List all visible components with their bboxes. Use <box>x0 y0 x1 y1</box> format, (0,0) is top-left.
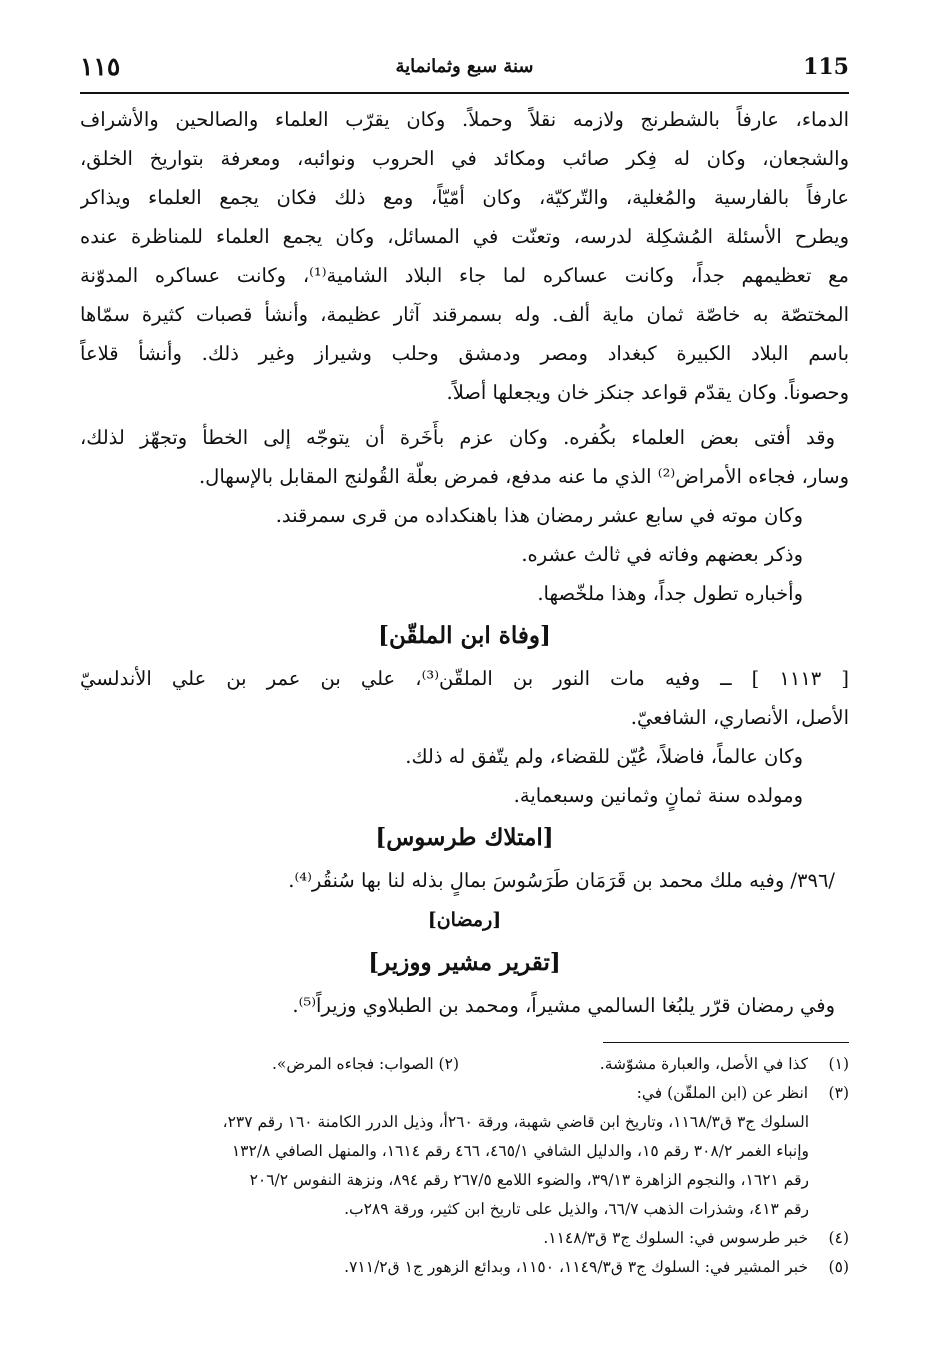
text-line: /٣٩٦/ وفيه ملك محمد بن قَرَمَان طَرَسُوسَ بمالٍ بذله لنا بها سُنقُر⁽⁴⁾. <box>288 869 835 892</box>
footnote-text: وإنباء الغمر ٣٠٨/٢ رقم ١٥، والدليل الشافي ٤٦٥/١، ٤٦٦ رقم ١٦١٤، والمنهل الصافي ١٣٢/٨ <box>231 1142 809 1160</box>
text-line: مع تعظيمهم جداً، وكانت عساكره لما جاء البلاد الشامية⁽¹⁾، وكانت عساكره المدوّنة <box>80 264 849 287</box>
footnote-text: (٢) الصواب: فجاءه المرض». <box>271 1055 459 1073</box>
main-text <box>80 100 849 1025</box>
text-line: وأخباره تطول جداً، وهذا ملخّصها. <box>537 582 803 605</box>
footnotes <box>80 1050 849 1282</box>
footnote-number: (٥) <box>828 1258 849 1276</box>
footnote-row <box>80 1253 849 1282</box>
section-heading: [وفاة ابن الملقّن] <box>378 622 551 649</box>
text-line: [ ١١١٣ ] ــ وفيه مات النور بن الملقّن⁽³⁾، علي بن عمر بن علي الأندلسيّ <box>80 667 849 690</box>
section-heading: [تقرير مشير ووزير] <box>368 949 561 976</box>
footnote-rule <box>603 1042 849 1043</box>
text-line: الأصل، الأنصاري، الشافعيّ. <box>630 706 849 729</box>
paragraph-death <box>80 496 849 613</box>
page-header <box>80 50 849 90</box>
footnote-number: (٤) <box>828 1229 849 1247</box>
text-line: باسم البلاد الكبيرة كبغداد ومصر ودمشق وحلب وشيراز وغير ذلك. وأنشأ قلاعاً <box>80 342 849 365</box>
footnote-row <box>80 1224 849 1253</box>
month-heading: [رمضان] <box>427 909 502 931</box>
text-line: عارفاً بالفارسية والمُغلية، والتّركيّة، وكان أمّيّاً، ومع ذلك فكان يجمع العلماء ويذاكر <box>80 186 849 209</box>
section-heading: [امتلاك طرسوس] <box>375 824 554 851</box>
text-line: وكان عالماً، فاضلاً، عُيّن للقضاء، ولم يتّفق له ذلك. <box>405 745 803 768</box>
footnote-text: رقم ١٦٢١، والنجوم الزاهرة ٣٩/١٣، والضوء اللامع ٢٦٧/٥ رقم ٨٩٤، ونزهة النفوس ٢٠٦/٢ <box>249 1171 809 1189</box>
footnote-text: السلوك ج٣ ق١١٦٨/٣، وتاريخ ابن قاضي شهبة، ورقة ٢٦٠أ، وذيل الدرر الكامنة ١٦٠ رقم ٢٣٧، <box>222 1113 809 1131</box>
text-line: وفي رمضان قرّر يلبُغا السالمي مشيراً، ومحمد بن الطبلاوي وزيراً⁽⁵⁾. <box>292 994 835 1017</box>
footnote-number: (٣) <box>828 1084 849 1102</box>
text-line: وسار، فجاءه الأمراض⁽²⁾ الذي ما عنه مدفع، فمرض بعلّة القُولنج المقابل بالإسهال. <box>198 465 849 488</box>
footnote-text: انظر عن (ابن الملقّن) في: <box>636 1084 809 1102</box>
text-line: المختصّة به خاصّة ثمان ماية ألف. وله بسمرقند آثار عظيمة، وأنشأ قصبات كثيرة سمّاها <box>80 303 849 326</box>
footnote-text: خبر طرسوس في: السلوك ج٣ ق١١٤٨/٣. <box>543 1229 809 1247</box>
text-line: ومولده سنة ثمانٍ وثمانين وسبعماية. <box>513 784 803 807</box>
paragraph-biography <box>80 100 849 412</box>
text-line: وذكر بعضهم وفاته في ثالث عشره. <box>521 543 803 566</box>
text-line: ويطرح الأسئلة المُشكِلة لدرسه، وتعنّت في المسائل، وكان يجمع العلماء للمناظرة عنده <box>80 225 849 248</box>
entry-1113 <box>80 659 849 815</box>
text-line: وكان موته في سابع عشر رمضان هذا باهنكداده من قرى سمرقند. <box>275 504 803 527</box>
footnote-text: رقم ٤١٣، وشذرات الذهب ٦٦/٧، والذيل على تاريخ ابن كثير، ورقة ٢٨٩ب. <box>344 1200 809 1218</box>
text-line: وحصوناً. وكان يقدّم قواعد جنكز خان ويجعلها أصلاً. <box>446 381 849 404</box>
text-line: والشجعان، وكان له فِكر صائب ومكائد في الحروب ونوائبه، ومعرفة بتواريخ الخلق، <box>80 147 849 170</box>
footnote-text: خبر المشير في: السلوك ج٣ ق١١٤٩/٣، ١١٥٠، وبدائع الزهور ج١ ق٧١١/٢. <box>344 1258 809 1276</box>
footnote-number: (١) <box>828 1055 849 1073</box>
page-number-arabic: ١١٥ <box>80 52 121 81</box>
footnote-row <box>80 1050 849 1079</box>
paragraph-illness <box>80 418 849 496</box>
header-rule <box>80 92 849 94</box>
page-number: 115 <box>803 54 849 80</box>
text-line: الدماء، عارفاً بالشطرنج ولازمه نقلاً وحملاً. وكان يقرّب العلماء والصالحين والأشراف <box>80 108 849 131</box>
running-title: سنة سبع وثمانماية <box>395 56 534 77</box>
text-line: وقد أفتى بعض العلماء بكُفره. وكان عزم بأَخَرة أن يتوجّه إلى الخطأ وتجهّز لذلك، <box>80 426 835 449</box>
footnote-text: كذا في الأصل، والعبارة مشوّشة. <box>599 1055 809 1073</box>
footnote-row <box>80 1079 849 1108</box>
